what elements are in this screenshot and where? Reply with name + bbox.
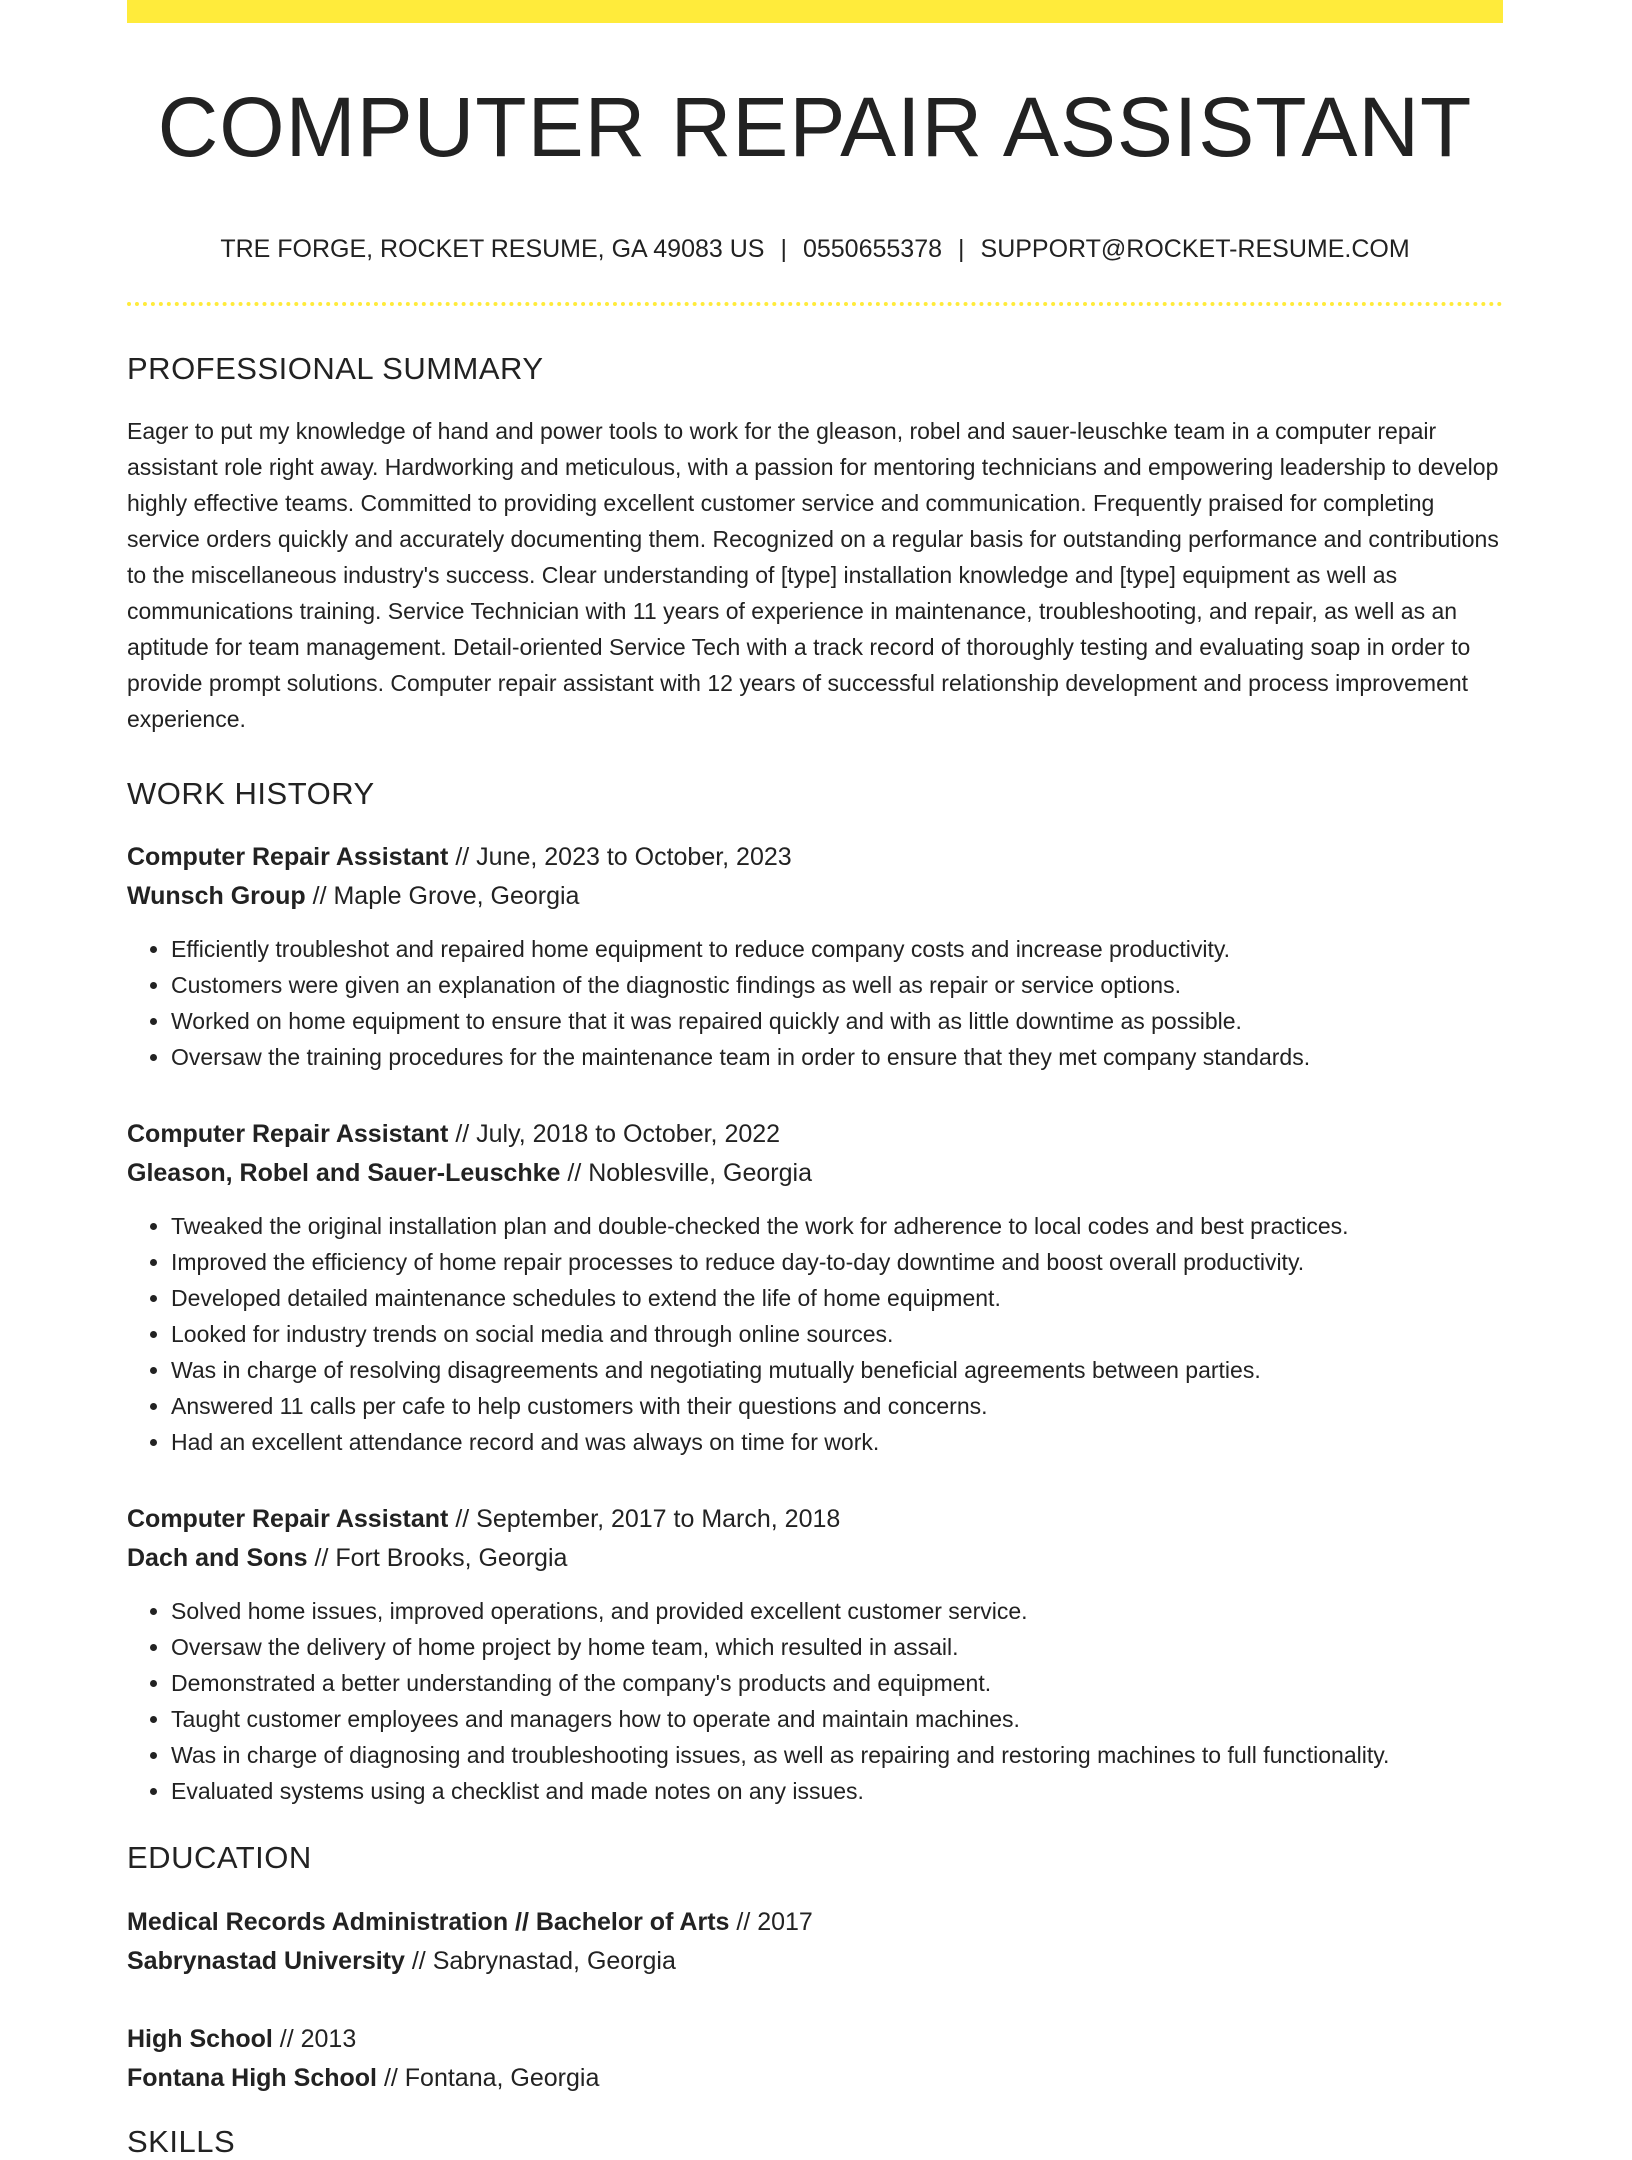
job-bullet: • Answered 11 calls per cafe to help customers with their questions and concerns.	[171, 1388, 1503, 1424]
job-location: // Maple Grove, Georgia	[305, 882, 580, 911]
job-title-line	[127, 1119, 1503, 1149]
education-degree: Medical Records Administration // Bachelor of Arts	[127, 1907, 730, 1936]
job-title: Computer Repair Assistant	[127, 1505, 449, 1534]
job-bullet: • Had an excellent attendance record and was always on time for work.	[171, 1424, 1503, 1460]
job-bullet: • Evaluated systems using a checklist and made notes on any issues.	[171, 1773, 1503, 1809]
job-company-line	[127, 881, 1503, 911]
job-location: // Fort Brooks, Georgia	[307, 1544, 568, 1573]
job-bullet: • Improved the efficiency of home repair processes to reduce day-to-day downtime and boost overall productivity.	[171, 1244, 1503, 1280]
job-bullet: • Oversaw the delivery of home project by home team, which resulted in assail.	[171, 1629, 1503, 1665]
education-degree-line	[127, 1907, 1503, 1937]
job-bullets	[127, 931, 1503, 1075]
job-bullet: • Oversaw the training procedures for the maintenance team in order to ensure that they met company standards.	[171, 1039, 1503, 1075]
job-bullet: • Looked for industry trends on social media and through online sources.	[171, 1316, 1503, 1352]
job-company: Wunsch Group	[127, 882, 306, 911]
contact-phone: 0550655378	[802, 235, 943, 263]
job-entry	[127, 1119, 1503, 1460]
education-entry	[127, 2024, 1503, 2093]
job-title: Computer Repair Assistant	[127, 1120, 449, 1149]
job-company: Gleason, Robel and Sauer-Leuschke	[127, 1159, 561, 1188]
job-company: Dach and Sons	[127, 1544, 308, 1573]
job-company-line	[127, 1543, 1503, 1573]
education-school: Sabrynastad University	[127, 1946, 405, 1975]
dotted-divider	[127, 302, 1503, 306]
job-title-line	[127, 842, 1503, 872]
job-title-line	[127, 1504, 1503, 1534]
education-heading: EDUCATION	[127, 1840, 312, 1876]
education-school-line	[127, 1946, 1503, 1976]
education-school: Fontana High School	[127, 2063, 377, 2092]
education-location: // Fontana, Georgia	[377, 2063, 600, 2092]
education-location: // Sabrynastad, Georgia	[404, 1946, 676, 1975]
contact-email: SUPPORT@ROCKET-RESUME.COM	[980, 235, 1410, 263]
job-bullet: • Demonstrated a better understanding of the company's products and equipment.	[171, 1665, 1503, 1701]
job-dates: // July, 2018 to October, 2022	[448, 1120, 781, 1149]
job-company-line	[127, 1158, 1503, 1188]
contact-separator: |	[780, 235, 787, 263]
job-bullet: • Was in charge of diagnosing and troubleshooting issues, as well as repairing and restoring machines to full functionality.	[171, 1737, 1503, 1773]
job-bullet: • Solved home issues, improved operations, and provided excellent customer service.	[171, 1593, 1503, 1629]
education-year: // 2017	[729, 1907, 813, 1936]
job-dates: // September, 2017 to March, 2018	[448, 1505, 841, 1534]
job-entry	[127, 842, 1503, 1075]
job-bullets	[127, 1593, 1503, 1809]
job-bullet: • Worked on home equipment to ensure that it was repaired quickly and with as little downtime as possible.	[171, 1003, 1503, 1039]
contact-separator: |	[958, 235, 965, 263]
job-dates: // June, 2023 to October, 2023	[448, 843, 792, 872]
education-school-line	[127, 2063, 1503, 2093]
contact-line	[127, 237, 1503, 262]
job-bullet: • Tweaked the original installation plan and double-checked the work for adherence to local codes and best practices.	[171, 1208, 1503, 1244]
education-degree: High School	[127, 2024, 273, 2053]
job-bullets	[127, 1208, 1503, 1460]
summary-heading: PROFESSIONAL SUMMARY	[127, 351, 544, 386]
education-degree-line	[127, 2024, 1503, 2054]
job-bullet: • Developed detailed maintenance schedules to extend the life of home equipment.	[171, 1280, 1503, 1316]
education-entry	[127, 1907, 1503, 1976]
job-location: // Noblesville, Georgia	[560, 1159, 812, 1188]
accent-bar	[127, 0, 1503, 23]
summary-text: Eager to put my knowledge of hand and power tools to work for the gleason, robel and sauer-leuschke team in a computer repair assistant role right away. Hardworking and meticulous, with a passion for mentoring technicians and empowering leadership to develop highly effective teams. Committed to providing excellent customer service and communication. Frequently praised for completing service orders quickly and accurately documenting them. Recognized on a regular basis for outstanding performance and contributions to the miscellaneous industry's success. Clear understanding of [type] installation knowledge and [type] equipment as well as communications training. Service Technician with 11 years of experience in maintenance, troubleshooting, and repair, as well as an aptitude for team management. Detail-oriented Service Tech with a track record of thoroughly testing and evaluating soap in order to provide prompt solutions. Computer repair assistant with 12 years of successful relationship development and process improvement experience.	[127, 418, 1499, 733]
job-bullet: • Was in charge of resolving disagreements and negotiating mutually beneficial agreements between parties.	[171, 1352, 1503, 1388]
work-history-heading: WORK HISTORY	[127, 776, 375, 812]
contact-address: TRE FORGE, ROCKET RESUME, GA 49083 US	[220, 235, 765, 263]
job-title: Computer Repair Assistant	[127, 843, 449, 872]
skills-heading: SKILLS	[127, 2123, 236, 2159]
resume-page	[127, 0, 1503, 2160]
education-year: // 2013	[272, 2024, 357, 2053]
job-entry	[127, 1504, 1503, 1809]
job-bullet: • Efficiently troubleshot and repaired home equipment to reduce company costs and increase productivity.	[171, 931, 1503, 967]
job-bullet: • Customers were given an explanation of the diagnostic findings as well as repair or service options.	[171, 967, 1503, 1003]
resume-title: COMPUTER REPAIR ASSISTANT	[157, 80, 1473, 174]
job-bullet: • Taught customer employees and managers how to operate and maintain machines.	[171, 1701, 1503, 1737]
